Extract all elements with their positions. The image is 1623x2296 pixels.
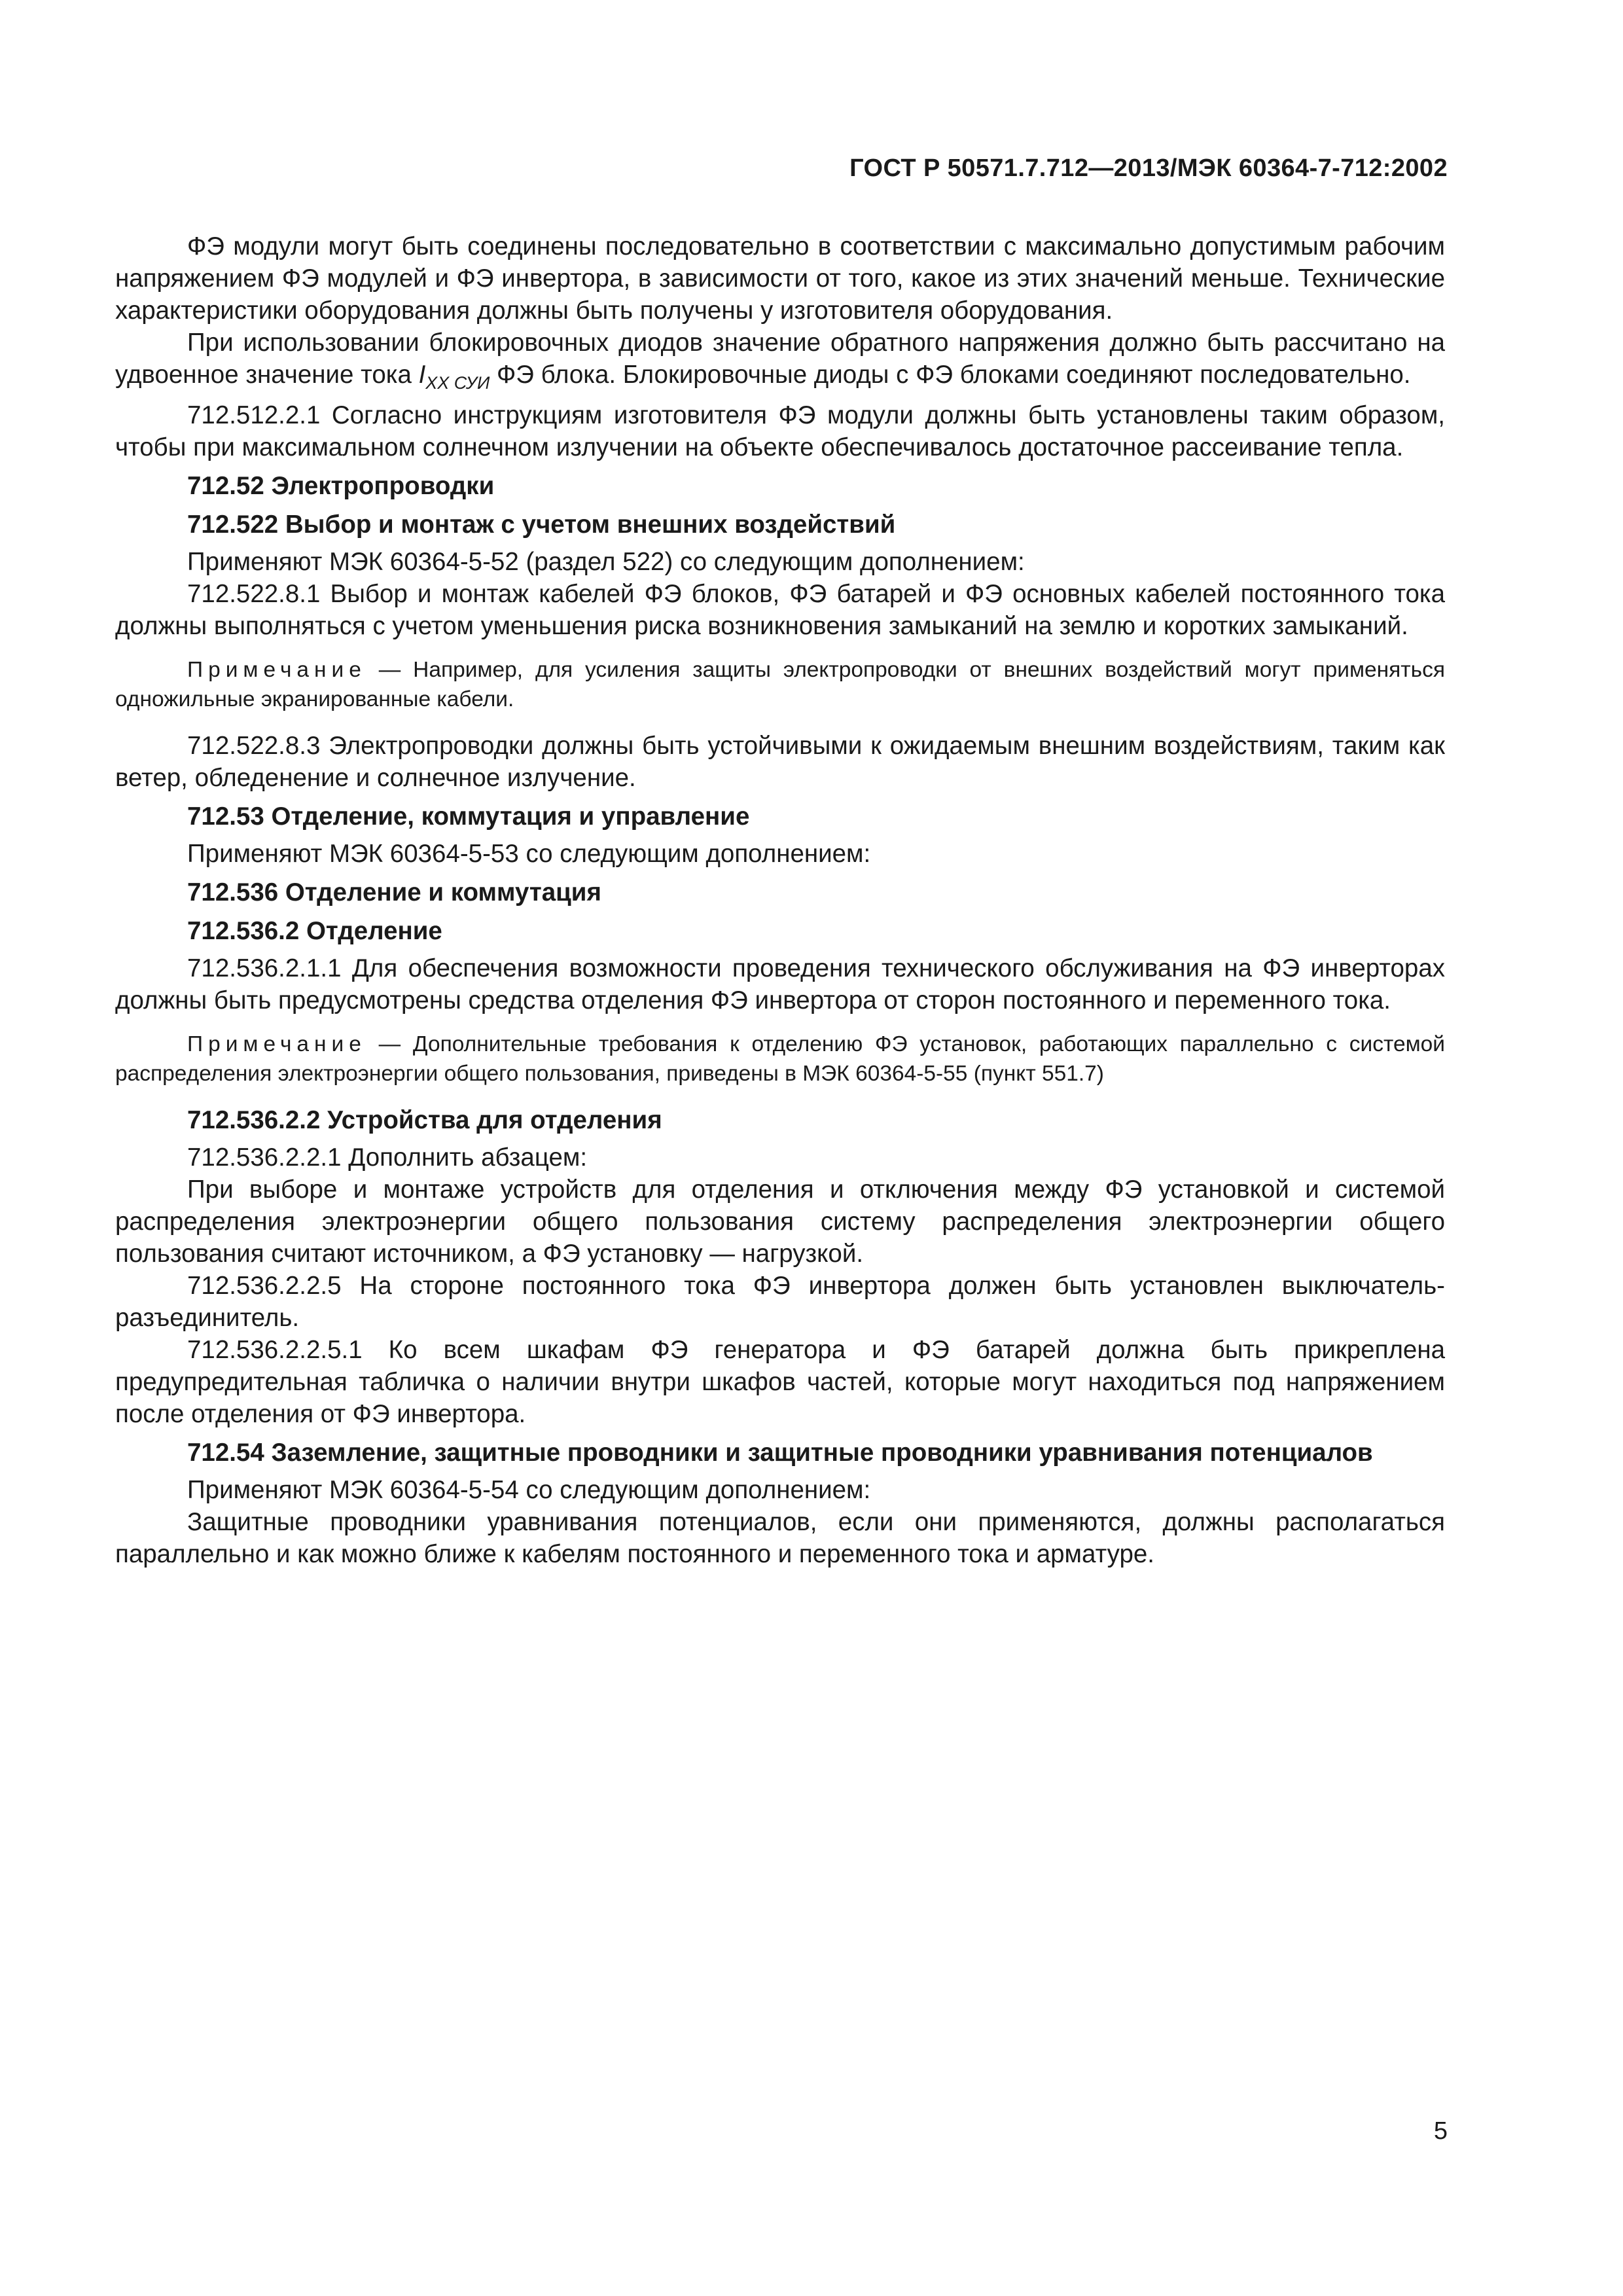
paragraph: 712.522.8.1 Выбор и монтаж кабелей ФЭ блоков, ФЭ батарей и ФЭ основных кабелей постоянного тока должны выполняться с учетом уменьшения риска возникновения замыканий на землю и коротких замыканий. <box>115 580 1445 640</box>
section-heading: 712.53 Отделение, коммутация и управление <box>187 802 750 831</box>
section-heading: 712.536.2 Отделение <box>187 917 442 945</box>
text-run: При использовании блокировочных диодов значение обратного напряжения должно быть рассчитано на удвоенное значение тока <box>115 329 1445 389</box>
section-heading: 712.522 Выбор и монтаж с учетом внешних воздействий <box>187 511 896 539</box>
paragraph <box>115 327 1445 399</box>
note-text: — Дополнительные требования к отделению ФЭ установок, работающих параллельно с системой распределения электроэнергии общего пользования, приведены в МЭК 60364-5-55 (пункт 551.7) <box>115 1032 1445 1086</box>
paragraph: Защитные проводники уравнивания потенциалов, если они применяются, должны располагаться параллельно и как можно ближе к кабелям постоянного и переменного тока и арматуре. <box>115 1508 1445 1568</box>
note-label: Примечание <box>187 1032 366 1056</box>
paragraph: При выборе и монтаже устройств для отделения и отключения между ФЭ установкой и системой распределения электроэнергии общего пользования систему распределения электроэнергии общего пользования считают источником, а ФЭ установку — нагрузкой. <box>115 1175 1445 1268</box>
page-number: 5 <box>1433 2117 1448 2145</box>
paragraph: Применяют МЭК 60364-5-52 (раздел 522) со следующим дополнением: <box>187 548 1025 576</box>
section-heading: 712.52 Электропроводки <box>187 472 495 500</box>
paragraph: 712.536.2.2.5 На стороне постоянного тока ФЭ инвертора должен быть установлен выключатель-разъединитель. <box>115 1272 1445 1332</box>
note-text: — Например, для усиления защиты электропроводки от внешних воздействий могут применяться одножильные экранированные кабели. <box>115 658 1445 711</box>
paragraph: 712.536.2.1.1 Для обеспечения возможности проведения технического обслуживания на ФЭ инверторах должны быть предусмотрены средства отделения ФЭ инвертора от сторон постоянного и переменного тока. <box>115 954 1445 1014</box>
section-heading: 712.536.2.2 Устройства для отделения <box>187 1106 662 1134</box>
note <box>115 1030 1445 1088</box>
current-symbol: I <box>418 361 426 389</box>
paragraph: 712.512.2.1 Согласно инструкциям изготовителя ФЭ модули должны быть установлены таким образом, чтобы при максимальном солнечном излучении на объекте обеспечивалось достаточное рассеивание тепла. <box>115 401 1445 461</box>
note-label: Примечание <box>187 658 366 682</box>
document-body <box>115 230 1445 1570</box>
paragraph: 712.536.2.2.5.1 Ко всем шкафам ФЭ генератора и ФЭ батарей должна быть прикреплена предупредительная табличка о наличии внутри шкафов частей, которые могут находиться под напряжением после отделения от ФЭ инвертора. <box>115 1336 1445 1428</box>
paragraph: ФЭ модули могут быть соединены последовательно в соответствии с максимально допустимым рабочим напряжением ФЭ модулей и ФЭ инвертора, в зависимости от того, какое из этих значений меньше. Технические характеристики оборудования должны быть получены у изготовителя оборудования. <box>115 232 1445 325</box>
section-heading: 712.54 Заземление, защитные проводники и защитные проводники уравнивания потенциалов <box>187 1439 1373 1467</box>
paragraph: Применяют МЭК 60364-5-54 со следующим дополнением: <box>187 1476 871 1504</box>
current-subscript: ХХ СУИ <box>425 373 490 393</box>
document-header: ГОСТ Р 50571.7.712—2013/МЭК 60364-7-712:2002 <box>849 154 1448 182</box>
section-heading: 712.536 Отделение и коммутация <box>187 878 601 906</box>
paragraph: 712.536.2.2.1 Дополнить абзацем: <box>187 1143 588 1172</box>
paragraph: 712.522.8.3 Электропроводки должны быть устойчивыми к ожидаемым внешним воздействиям, таким как ветер, обледенение и солнечное излучение. <box>115 732 1445 792</box>
note <box>115 655 1445 714</box>
paragraph: Применяют МЭК 60364-5-53 со следующим дополнением: <box>187 840 871 868</box>
text-run: ФЭ блока. Блокировочные диоды с ФЭ блоками соединяют последовательно. <box>490 361 1411 389</box>
